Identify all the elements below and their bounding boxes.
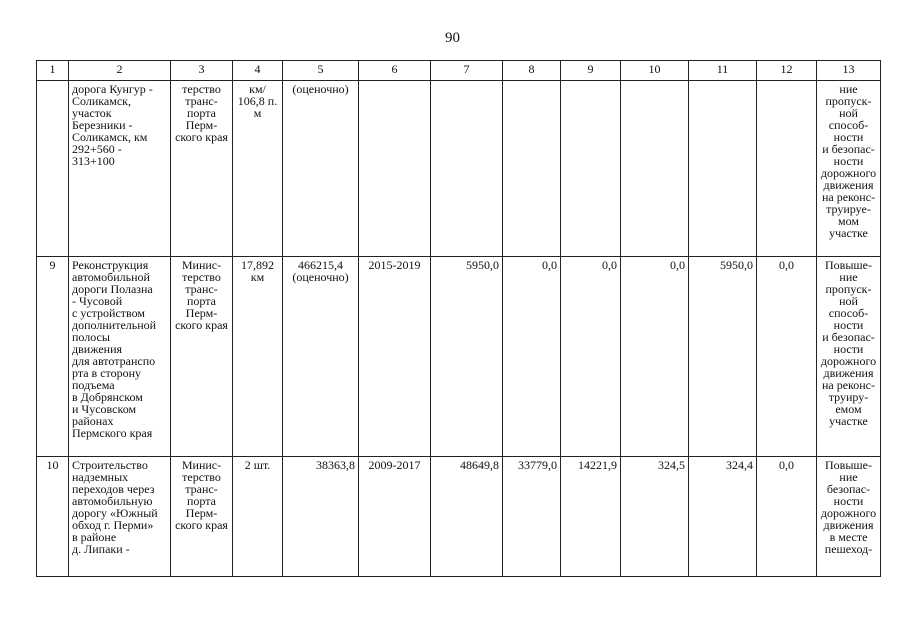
- capacity: км/ 106,8 п. м: [233, 81, 283, 257]
- amount-total: 5950,0: [431, 257, 503, 457]
- amount-col12: 0,0: [757, 457, 817, 577]
- column-number: 12: [757, 61, 817, 81]
- period: 2009-2017: [359, 457, 431, 577]
- estimated-cost: 38363,8: [283, 457, 359, 577]
- period: 2015-2019: [359, 257, 431, 457]
- column-number: 9: [561, 61, 621, 81]
- amount-col12: [757, 81, 817, 257]
- row-number: 10: [37, 457, 69, 577]
- estimated-cost: (оценочно): [283, 81, 359, 257]
- amount-col11: 5950,0: [689, 257, 757, 457]
- amount-total: [431, 81, 503, 257]
- estimated-cost: 466215,4 (оценочно): [283, 257, 359, 457]
- object-name: дорога Кунгур - Соликамск, участок Березники - Соликамск, км 292+560 - 313+100: [69, 81, 171, 257]
- amount-col9: 0,0: [561, 257, 621, 457]
- capacity: 17,892 км: [233, 257, 283, 457]
- amount-col12: 0,0: [757, 257, 817, 457]
- column-number-row: [37, 61, 881, 81]
- responsible-body: Минис- терство транс- порта Перм- ского края: [171, 257, 233, 457]
- expected-result: Повыше- ние безопас- ности дорожного движения в месте пешеход-: [817, 457, 881, 577]
- table-row: [37, 257, 881, 457]
- column-number: 2: [69, 61, 171, 81]
- amount-col9: 14221,9: [561, 457, 621, 577]
- column-number: 5: [283, 61, 359, 81]
- amount-col8: 0,0: [503, 257, 561, 457]
- object-name: Реконструкция автомобильной дороги Полазна - Чусовой с устройством дополнительной полосы движения для автотранспо рта в сторону подъема в Добрянском и Чусовском районах Пермского края: [69, 257, 171, 457]
- column-number: 13: [817, 61, 881, 81]
- column-number: 10: [621, 61, 689, 81]
- table-row: [37, 457, 881, 577]
- period: [359, 81, 431, 257]
- amount-col9: [561, 81, 621, 257]
- program-table: [36, 60, 881, 577]
- amount-col8: [503, 81, 561, 257]
- row-number: 9: [37, 257, 69, 457]
- object-name: Строительство надземных переходов через автомобильную дорогу «Южный обход г. Перми» в районе д. Липаки -: [69, 457, 171, 577]
- amount-col8: 33779,0: [503, 457, 561, 577]
- table-row: [37, 81, 881, 257]
- amount-col11: [689, 81, 757, 257]
- responsible-body: терство транс- порта Перм- ского края: [171, 81, 233, 257]
- page-number: 90: [445, 30, 460, 46]
- expected-result: ние пропуск- ной способ- ности и безопас- ности дорожного движения на реконс- труируе- мом участке: [817, 81, 881, 257]
- row-number: [37, 81, 69, 257]
- column-number: 4: [233, 61, 283, 81]
- column-number: 7: [431, 61, 503, 81]
- column-number: 1: [37, 61, 69, 81]
- expected-result: Повыше- ние пропуск- ной способ- ности и безопас- ности дорожного движения на реконс- труиру- емом участке: [817, 257, 881, 457]
- column-number: 11: [689, 61, 757, 81]
- capacity: 2 шт.: [233, 457, 283, 577]
- column-number: 6: [359, 61, 431, 81]
- column-number: 8: [503, 61, 561, 81]
- amount-col10: [621, 81, 689, 257]
- amount-col10: 324,5: [621, 457, 689, 577]
- amount-col10: 0,0: [621, 257, 689, 457]
- amount-col11: 324,4: [689, 457, 757, 577]
- column-number: 3: [171, 61, 233, 81]
- responsible-body: Минис- терство транс- порта Перм- ского края: [171, 457, 233, 577]
- amount-total: 48649,8: [431, 457, 503, 577]
